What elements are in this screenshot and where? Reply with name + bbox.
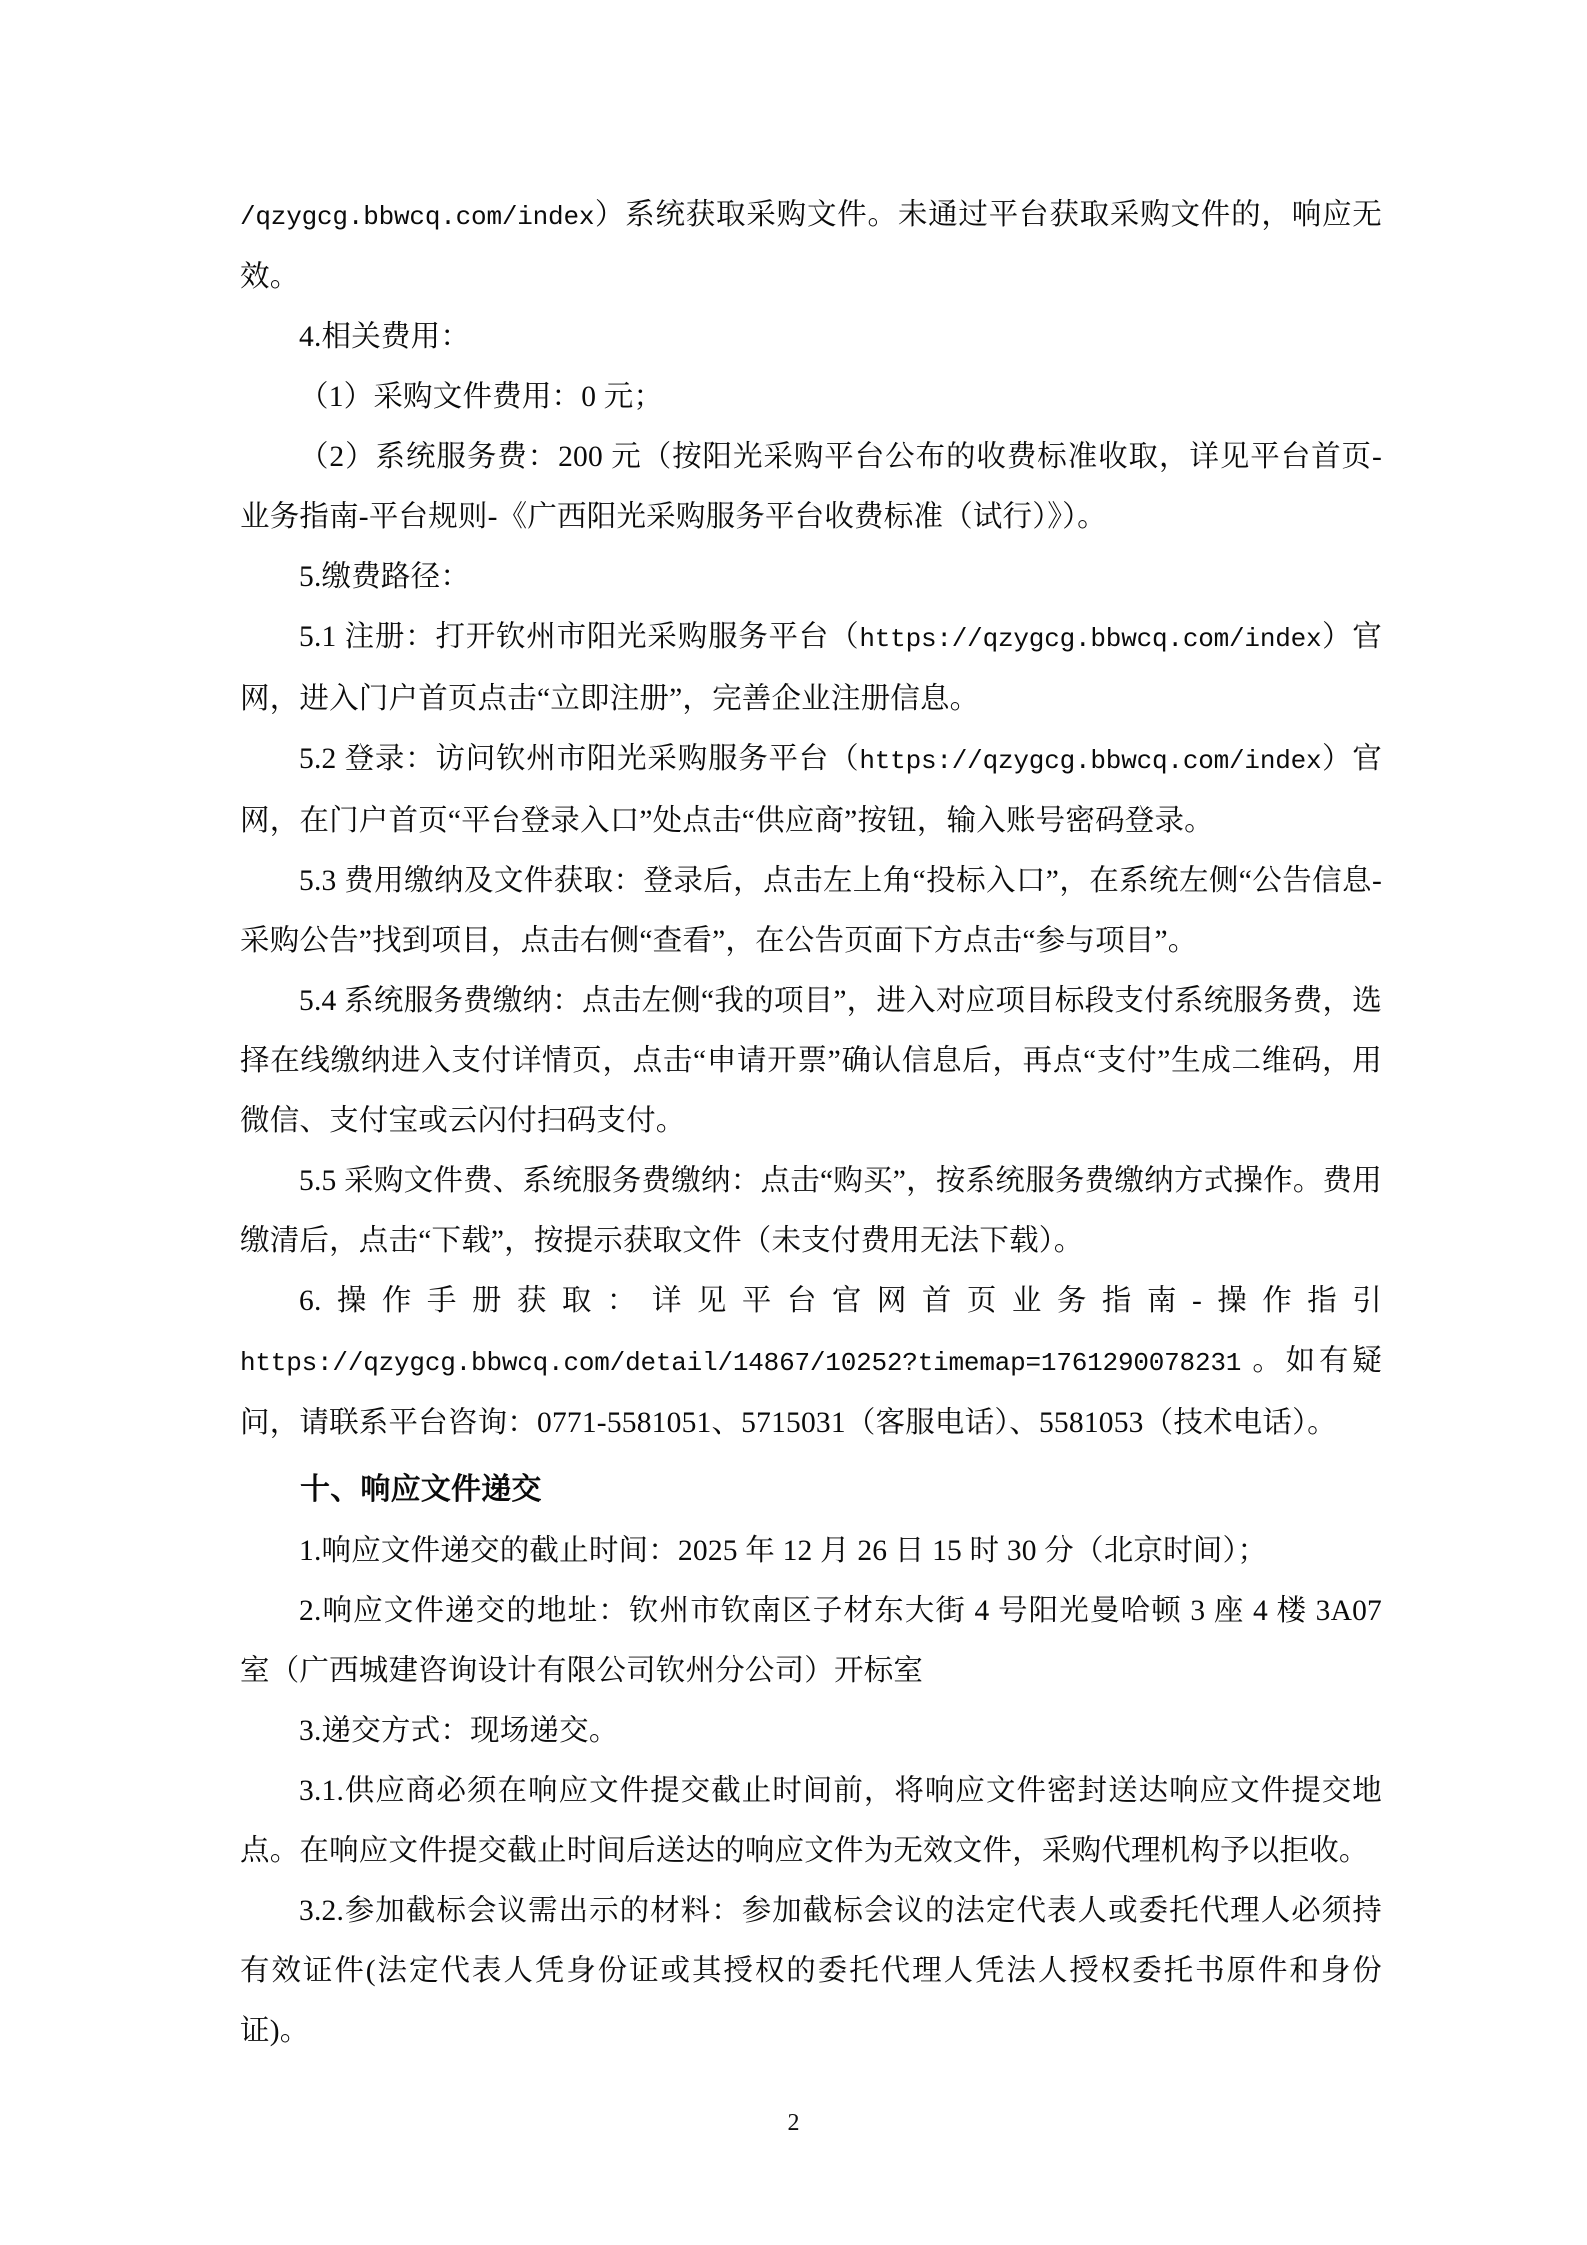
paragraph-group-section [240,1521,1382,2061]
inline-text: 2.响应文件递交的地址：钦州市钦南区子材东大街 4 号阳光曼哈顿 3 座 4 楼 3A07 室（广西城建咨询设计有限公司钦州分公司）开标室 [240,1595,1382,1687]
inline-text: ）官网，进入门户首页点击“立即注册”，完善企业注册信息。 [240,621,1382,715]
inline-text: 5.2 登录：访问钦州市阳光采购服务平台（ [299,743,860,775]
p-url-continuation [240,185,1382,307]
inline-text: 5.缴费路径： [299,561,471,593]
inline-url: https://qzygcg.bbwcq.com/detail/14867/10252?timemap=1761290078231 [240,1348,1242,1378]
inline-text: 3.递交方式：现场递交。 [299,1715,619,1747]
p-5-1 [240,607,1382,729]
inline-url: /qzygcg.bbwcq.com/index [240,202,595,232]
inline-text: 4.相关费用： [299,321,471,353]
inline-text: ）官网，在门户首页“平台登录入口”处点击“供应商”按钮，输入账号密码登录。 [240,743,1382,837]
p-4-1 [240,367,1382,427]
page-number: 2 [787,2110,800,2136]
inline-text: ）系统获取采购文件。未通过平台获取采购文件的，响应无效。 [240,199,1382,293]
inline-url: https://qzygcg.bbwcq.com/index [859,746,1322,776]
inline-text: 5.5 采购文件费、系统服务费缴纳：点击“购买”，按系统服务费缴纳方式操作。费用缴清后，点击“下载”，按提示获取文件（未支付费用无法下载）。 [240,1165,1382,1257]
p-6-manual [240,1271,1382,1453]
p-4-2 [240,427,1382,547]
document-body [240,185,1382,2061]
inline-text: 1.响应文件递交的截止时间：2025 年 12 月 26 日 15 时 30 分（北京时间）； [299,1535,1268,1567]
inline-url: https://qzygcg.bbwcq.com/index [859,624,1322,654]
inline-text: 5.4 系统服务费缴纳：点击左侧“我的项目”，进入对应项目标段支付系统服务费，选择在线缴纳进入支付详情页，点击“申请开票”确认信息后，再点“支付”生成二维码，用微信、支付宝或云闪付扫码支付。 [240,985,1382,1137]
paragraph-group-top [240,185,1382,1453]
p-10-1 [240,1521,1382,1581]
p-10-3-1 [240,1761,1382,1881]
inline-text: 3.1.供应商必须在响应文件提交截止时间前，将响应文件密封送达响应文件提交地点。在响应文件提交截止时间后送达的响应文件为无效文件，采购代理机构予以拒收。 [240,1775,1382,1867]
inline-text: 5.3 费用缴纳及文件获取：登录后，点击左上角“投标入口”，在系统左侧“公告信息-采购公告”找到项目，点击右侧“查看”，在公告页面下方点击“参与项目”。 [240,865,1382,957]
p-4-fees [240,307,1382,367]
inline-text: 6.操作手册获取：详见平台官网首页业务指南-操作指引 [299,1285,1382,1317]
p-10-2 [240,1581,1382,1701]
inline-text: 3.2.参加截标会议需出示的材料：参加截标会议的法定代表人或委托代理人必须持有效证件(法定代表人凭身份证或其授权的委托代理人凭法人授权委托书原件和身份证)。 [240,1895,1382,2047]
inline-text: （2）系统服务费：200 元（按阳光采购平台公布的收费标准收取，详见平台首页-业务指南-平台规则-《广西阳光采购服务平台收费标准（试行）》）。 [240,441,1382,533]
p-5-payment-path [240,547,1382,607]
p-10-3-2 [240,1881,1382,2061]
p-5-2 [240,729,1382,851]
p-5-3 [240,851,1382,971]
p-10-3 [240,1701,1382,1761]
p-5-5 [240,1151,1382,1271]
p-5-4 [240,971,1382,1151]
inline-text: 。如有疑问，请联系平台咨询：0771-5581051、5715031（客服电话）、5581053（技术电话）。 [240,1345,1382,1439]
inline-text: 5.1 注册：打开钦州市阳光采购服务平台（ [299,621,860,653]
inline-text: （1）采购文件费用：0 元； [299,381,664,413]
section-heading: 十、响应文件递交 [300,1473,542,1506]
